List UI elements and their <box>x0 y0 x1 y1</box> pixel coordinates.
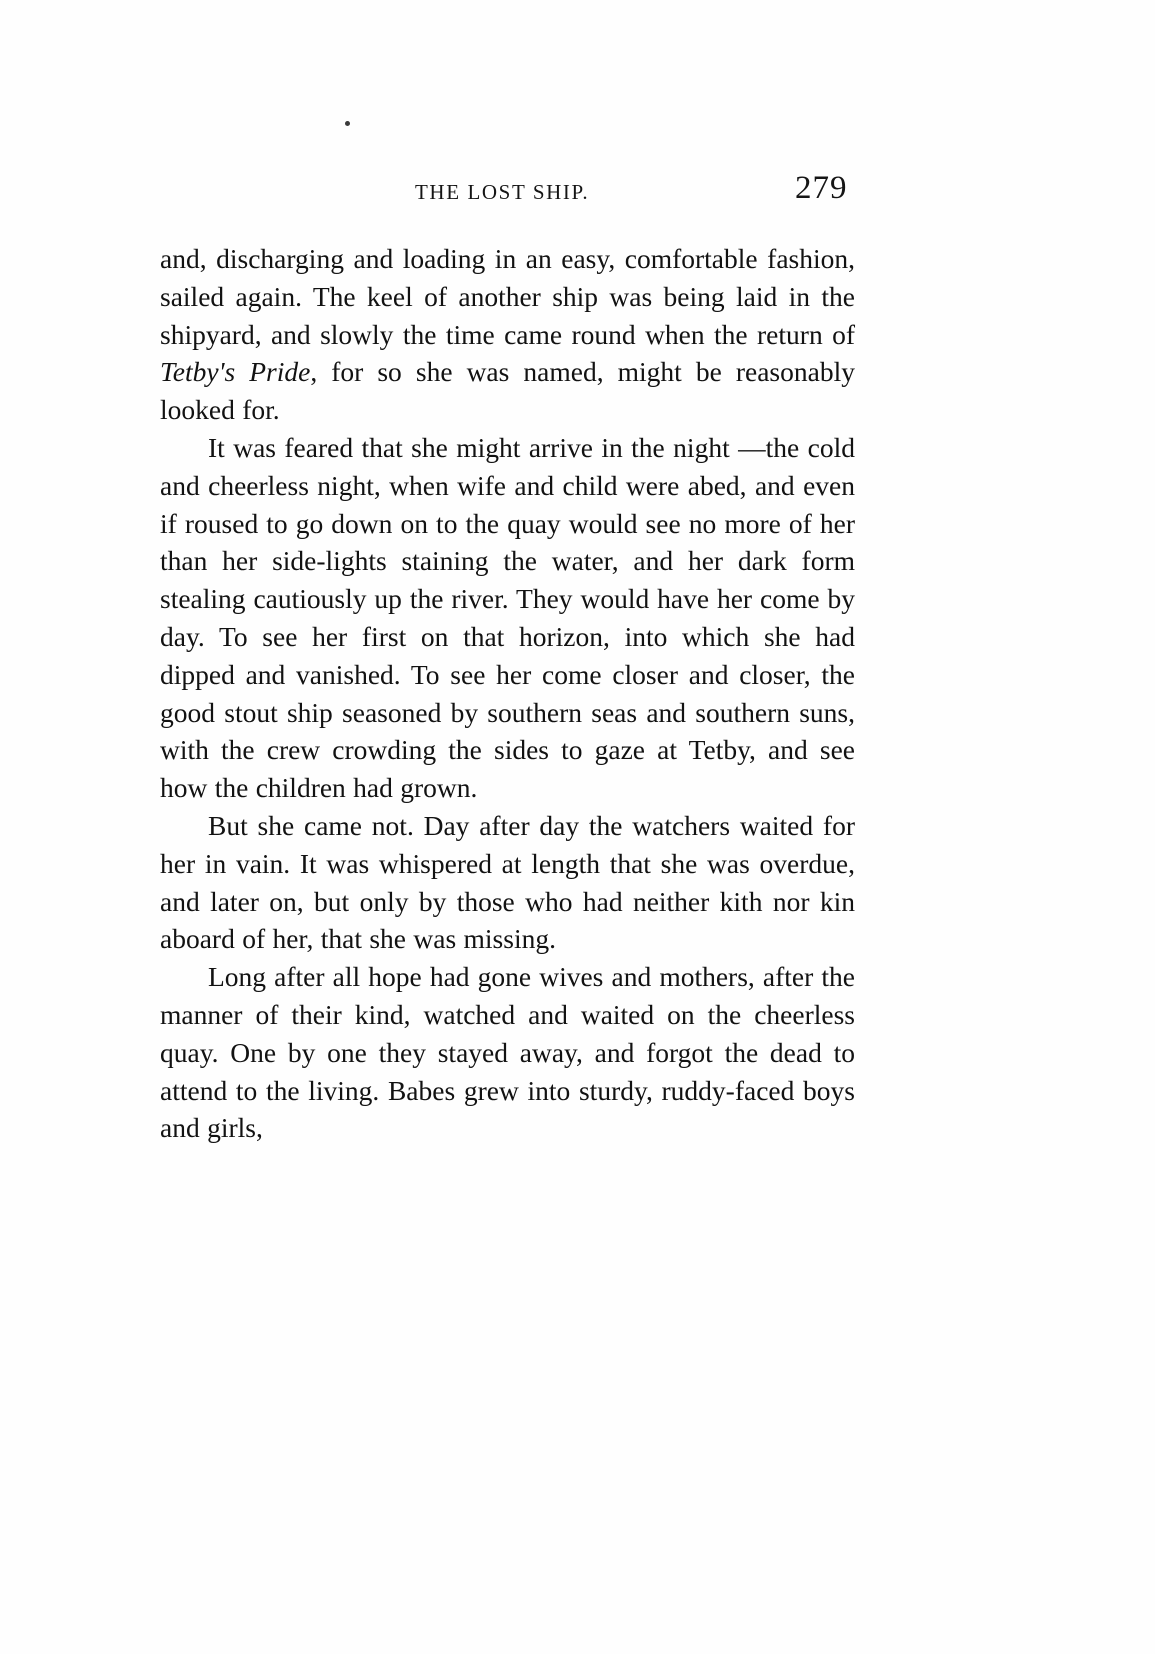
running-head <box>160 180 860 205</box>
running-head-title: THE LOST SHIP. <box>415 180 590 204</box>
text-run: Long after all hope had gone wives and mothers, after the manner of their kind, watched and waited on the cheerless quay. One by one they stayed away, and forgot the dead to attend to the living. Babes grew into sturdy, ruddy-faced boys and girls, <box>160 961 855 1144</box>
paragraph <box>160 807 855 958</box>
text-run: But she came not. Day after day the watchers waited for her in vain. It was whispered at length that she was overdue, and later on, but only by those who had neither kith nor kin aboard of her, that she was missing. <box>160 809 855 955</box>
paragraph <box>160 240 855 429</box>
text-run: and, discharging and loading in an easy, comfortable fashion, sailed again. The keel of another ship was being laid in the shipyard, and slowly the time came round when the return of <box>160 243 855 350</box>
paragraph <box>160 958 855 1147</box>
decorative-dot-icon <box>345 121 350 126</box>
paragraph <box>160 429 855 807</box>
page-number: 279 <box>795 170 848 206</box>
body-text <box>160 240 855 1147</box>
italic-run: Tetby's Pride <box>160 356 311 388</box>
text-run: It was feared that she might arrive in the night —the cold and cheerless night, when wife and child were abed, and even if roused to go down on to the quay would see no more of her than her side-lights staining the water, and her dark form stealing cautiously up the river. They would have her come by day. To see her first on that horizon, into which she had dipped and vanished. To see her come closer and closer, the good stout ship seasoned by southern seas and southern suns, with the crew crowding the sides to gaze at Tetby, and see how the children had grown. <box>160 431 855 804</box>
text-run: , for so she was named, might be reasonably looked for. <box>160 356 855 426</box>
